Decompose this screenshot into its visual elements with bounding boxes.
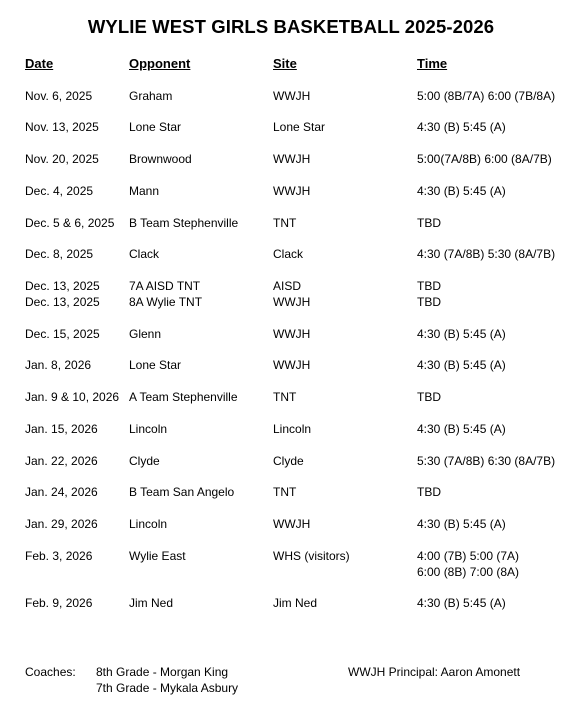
row-time: TBD [417,279,441,293]
row-opponent: Graham [129,89,173,103]
row-time: 4:00 (7B) 5:00 (7A) [417,549,520,563]
row-time: TBD [417,485,441,499]
row-time: 4:30 (B) 5:45 (A) [417,422,506,436]
row-time: 6:00 (8B) 7:00 (8A) [417,565,520,579]
row-site: WWJH [273,184,311,198]
row-date: Nov. 13, 2025 [25,120,99,134]
row-site: WWJH [273,358,311,372]
header-time: Time [417,56,448,71]
row-time: TBD [417,390,441,404]
row-opponent: Glenn [129,327,162,341]
row-time: 4:30 (B) 5:45 (A) [417,596,506,610]
row-opponent: Clack [129,247,160,261]
row-opponent: B Team Stephenville [129,216,239,230]
row-date: Dec. 5 & 6, 2025 [25,216,115,230]
row-site: AISD [273,279,302,293]
row-opponent: Clyde [129,454,160,468]
row-date: Dec. 15, 2025 [25,327,100,341]
row-date: Feb. 9, 2026 [25,596,93,610]
coach-7th-grade: 7th Grade - Mykala Asbury [96,681,239,695]
row-date: Nov. 6, 2025 [25,89,93,103]
row-site: TNT [273,485,297,499]
row-site: WWJH [273,295,311,309]
row-time: 5:00(7A/8B) 6:00 (8A/7B) [417,152,552,166]
row-opponent: A Team Stephenville [129,390,238,404]
row-date: Nov. 20, 2025 [25,152,99,166]
header-opponent: Opponent [129,56,191,71]
row-site: TNT [273,216,297,230]
header-date: Date [25,56,54,71]
row-date: Jan. 9 & 10, 2026 [25,390,120,404]
row-opponent: Brownwood [129,152,192,166]
header-site: Site [273,56,297,71]
row-site: WHS (visitors) [273,549,350,563]
row-time: 5:30 (7A/8B) 6:30 (8A/7B) [417,454,556,468]
row-time: 4:30 (7A/8B) 5:30 (8A/7B) [417,247,556,261]
row-opponent: Lone Star [129,358,182,372]
row-site: Lincoln [273,422,312,436]
row-time: 4:30 (B) 5:45 (A) [417,517,506,531]
row-site: WWJH [273,517,311,531]
row-site: WWJH [273,327,311,341]
row-time: TBD [417,216,441,230]
row-time: 4:30 (B) 5:45 (A) [417,358,506,372]
row-site: Clyde [273,454,304,468]
row-time: 5:00 (8B/7A) 6:00 (7B/8A) [417,89,556,103]
row-opponent: Jim Ned [129,596,174,610]
row-site: Jim Ned [273,596,318,610]
row-site: Lone Star [273,120,326,134]
row-date: Feb. 3, 2026 [25,549,93,563]
coaches-label: Coaches: [25,665,76,679]
row-date: Jan. 24, 2026 [25,485,98,499]
row-opponent: Lone Star [129,120,182,134]
row-time: 4:30 (B) 5:45 (A) [417,120,506,134]
row-time: TBD [417,295,441,309]
row-opponent: 7A AISD TNT [129,279,201,293]
row-date: Jan. 29, 2026 [25,517,98,531]
row-date: Jan. 15, 2026 [25,422,98,436]
page-title: WYLIE WEST GIRLS BASKETBALL 2025-2026 [87,16,495,37]
row-site: Clack [273,247,304,261]
row-site: TNT [273,390,297,404]
row-date: Jan. 8, 2026 [25,358,92,372]
row-date: Jan. 22, 2026 [25,454,98,468]
row-time: 4:30 (B) 5:45 (A) [417,327,506,341]
row-date: Dec. 8, 2025 [25,247,94,261]
coach-8th-grade: 8th Grade - Morgan King [96,665,229,679]
row-site: WWJH [273,152,311,166]
row-opponent: Wylie East [129,549,186,563]
principal: WWJH Principal: Aaron Amonett [348,665,521,679]
row-opponent: Mann [129,184,160,198]
row-time: 4:30 (B) 5:45 (A) [417,184,506,198]
row-site: WWJH [273,89,311,103]
row-opponent: 8A Wylie TNT [129,295,203,309]
row-date: Dec. 4, 2025 [25,184,94,198]
row-date: Dec. 13, 2025 [25,295,100,309]
row-date: Dec. 13, 2025 [25,279,100,293]
row-opponent: B Team San Angelo [129,485,235,499]
row-opponent: Lincoln [129,422,168,436]
row-opponent: Lincoln [129,517,168,531]
